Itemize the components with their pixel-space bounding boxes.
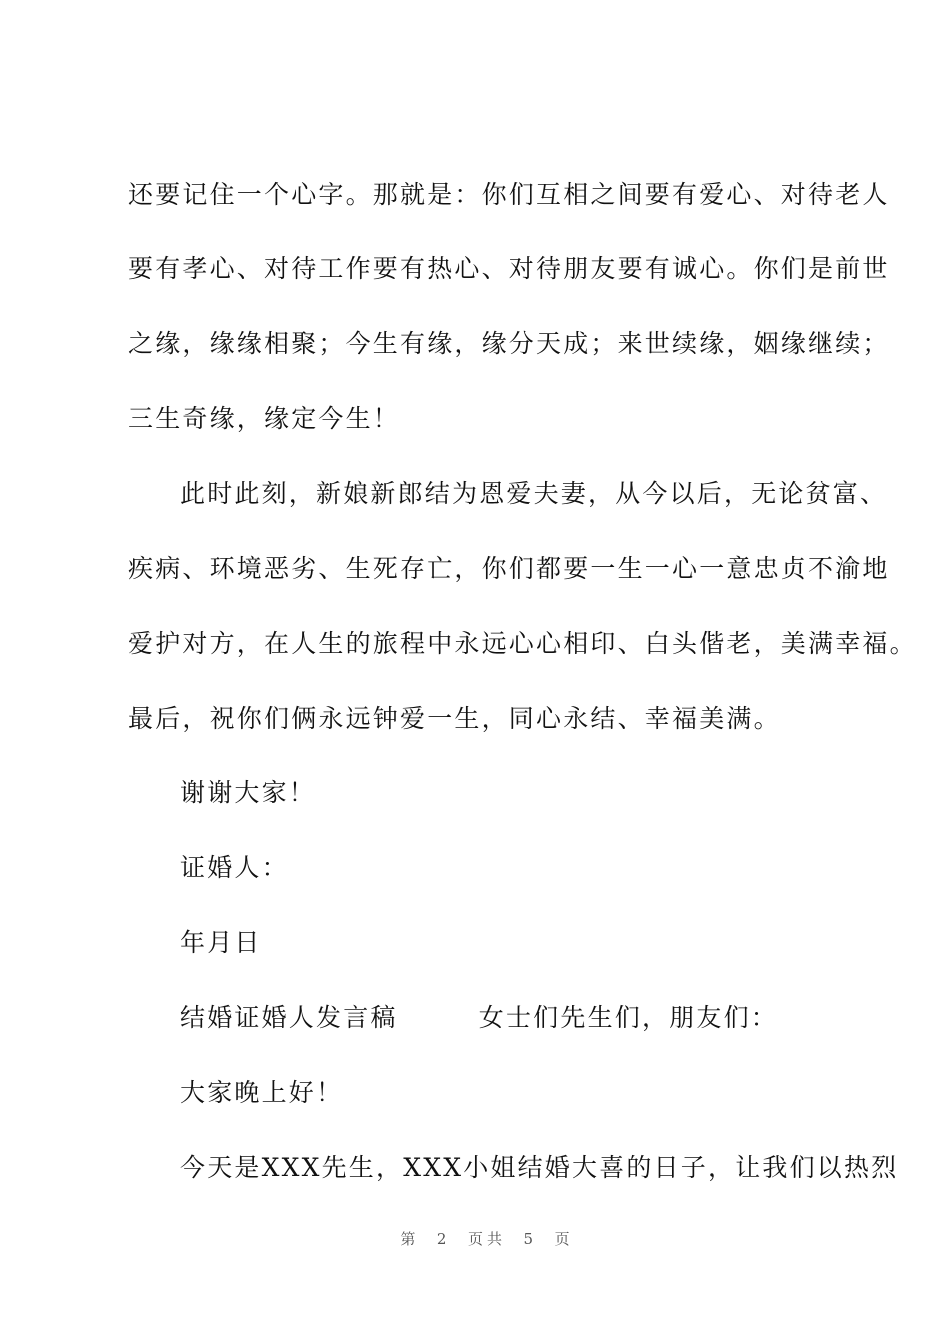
body-text-line: 最后，祝你们俩永远钟爱一生，同心永结、幸福美满。 bbox=[128, 704, 781, 733]
body-text-line: 年月日 bbox=[180, 928, 262, 957]
page-footer: 第 2 页共 5 页 bbox=[400, 1230, 574, 1248]
body-text-line: 谢谢大家！ bbox=[180, 778, 317, 807]
body-text-line: 此时此刻，新娘新郎结为恩爱夫妻，从今以后，无论贫富、 bbox=[180, 479, 888, 508]
body-text-line: 三生奇缘，缘定今生！ bbox=[128, 404, 401, 433]
body-text-line: 爱护对方，在人生的旅程中永远心心相印、白头偕老，美满幸福。 bbox=[128, 629, 917, 658]
body-text-line: 要有孝心、对待工作要有热心、对待朋友要有诚心。你们是前世 bbox=[128, 254, 890, 283]
body-text-line: 大家晚上好！ bbox=[180, 1078, 344, 1107]
body-text-line: 今天是XXX先生，XXX小姐结婚大喜的日子，让我们以热烈 bbox=[180, 1153, 899, 1182]
body-text-line: 还要记住一个心字。那就是：你们互相之间要有爱心、对待老人 bbox=[128, 180, 890, 209]
body-text-line: 疾病、环境恶劣、生死存亡，你们都要一生一心一意忠贞不渝地 bbox=[128, 554, 890, 583]
body-text-line: 之缘，缘缘相聚；今生有缘，缘分天成；来世续缘，姻缘继续； bbox=[128, 329, 890, 358]
body-text-line: 证婚人： bbox=[180, 853, 289, 882]
body-text-line: 结婚证婚人发言稿 女士们先生们，朋友们： bbox=[180, 1003, 778, 1032]
